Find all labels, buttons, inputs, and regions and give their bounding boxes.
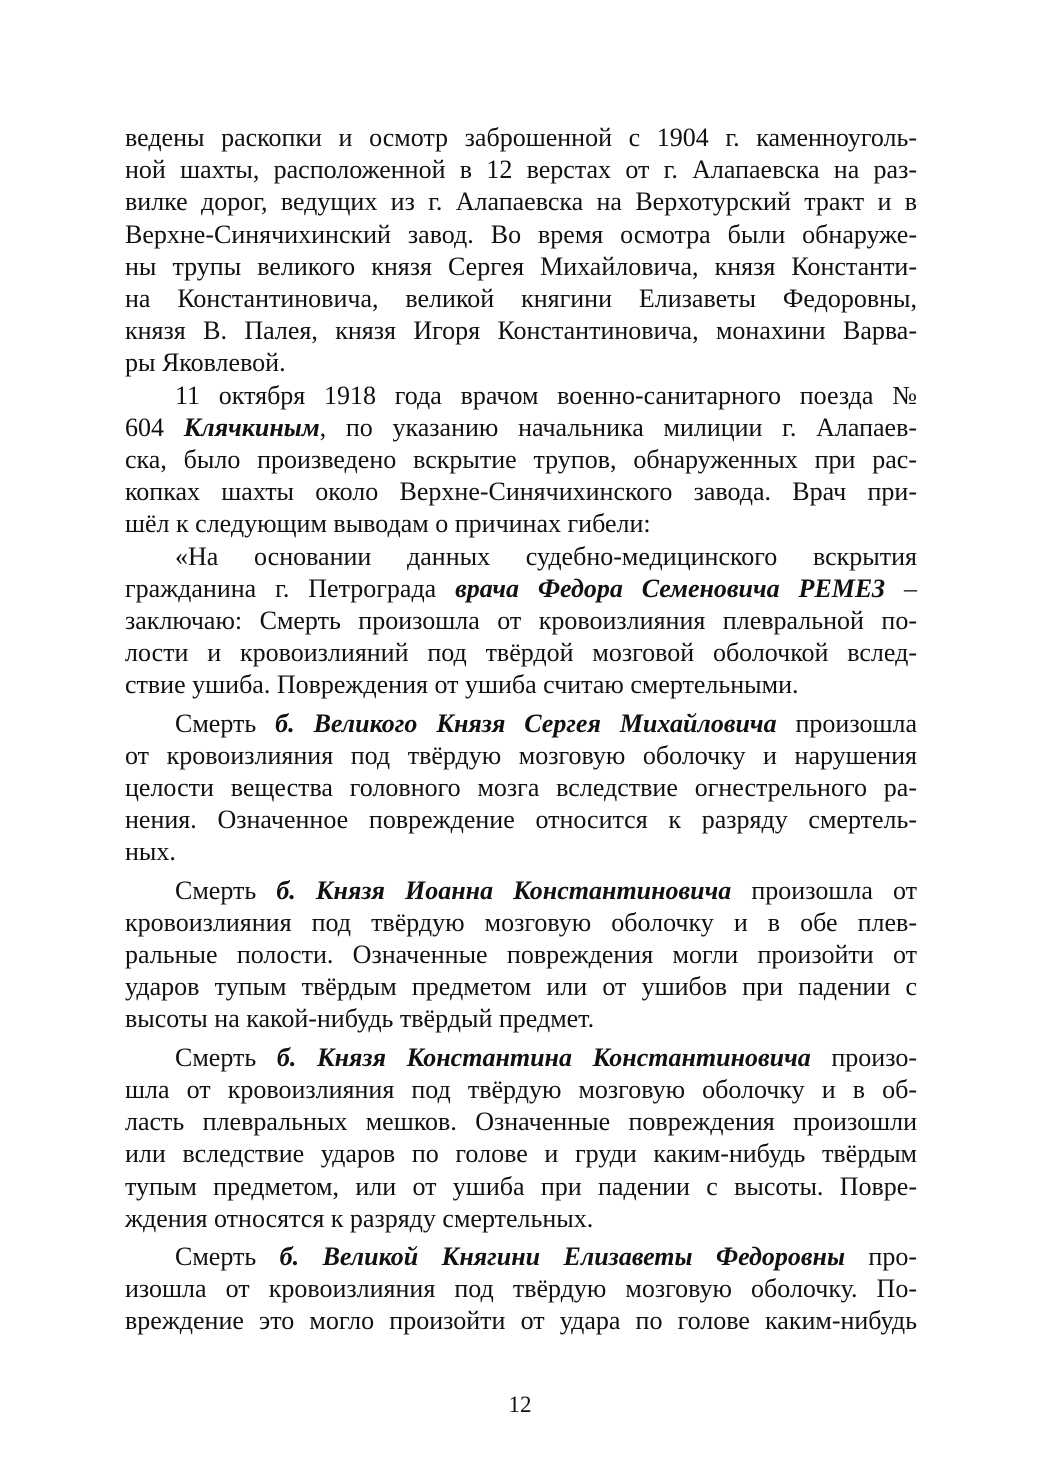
text-line: лости и кровоизлияний под твёрдой мозговой оболочкой вслед- [125,638,917,668]
text-line [125,708,917,740]
text-line: ральные полости. Означенные повреждения могли произойти от [125,940,917,970]
emphasized-name: б. Князя Иоанна Константиновича [276,875,732,905]
text-run: 604 [125,412,184,442]
text-line: копках шахты около Верхне-Синячихинского завода. Врач при- [125,477,917,507]
text-line: ласть плевральных мешков. Означенные повреждения произошли [125,1107,917,1137]
text-run: произо- [810,1042,917,1072]
text-line: ска, было произведено вскрытие трупов, обнаруженных при рас- [125,445,917,475]
text-line [125,412,917,444]
text-run: , по указанию начальника милиции г. Алапаев- [319,412,918,442]
text-line: высоты на какой-нибудь твёрдый предмет. [125,1004,595,1034]
text-line: вреждение это могло произойти от удара по голове каким-нибудь [125,1306,917,1336]
text-line: целости вещества головного мозга вследствие огнестрельного ра- [125,773,917,803]
emphasized-name: б. Князя Константина Константиновича [276,1042,811,1072]
text-line: шла от кровоизлияния под твёрдую мозговую оболочку и в об- [125,1074,917,1104]
text-line: вилке дорог, ведущих из г. Алапаевска на Верхотурский тракт и в [125,187,917,217]
text-run: – [885,573,918,603]
text-line: изошла от кровоизлияния под твёрдую мозговую оболочку. По- [125,1274,917,1304]
text-line: от кровоизлияния под твёрдую мозговую оболочку и нарушения [125,740,917,770]
text-line: 11 октября 1918 года врачом военно-санитарного поезда № [175,380,917,410]
text-line: заключаю: Смерть произошла от кровоизлияния плевральной по- [125,606,917,636]
text-line: нения. Означенное повреждение относится к разряду смертель- [125,805,917,835]
text-line: кровоизлияния под твёрдую мозговую оболочку и в обе плев- [125,907,917,937]
page-number: 12 [508,1392,532,1417]
text-run: Смерть [175,875,277,905]
text-line: ведены раскопки и осмотр заброшенной с 1904 г. каменноуголь- [125,123,917,152]
emphasized-name: б. Великого Князя Сергея Михайловича [275,708,777,738]
text-line: шёл к следующим выводам о причинах гибели: [125,509,651,539]
text-line: «На основании данных судебно-медицинского вскрытия [175,541,917,571]
text-run: гражданина г. Петрограда [125,573,456,603]
text-line: на Константиновича, великой княгини Елизаветы Федоровны, [125,284,917,314]
text-run: Смерть [175,708,276,738]
text-run: произошла [776,708,917,738]
text-run: произошла от [731,875,917,905]
emphasized-name: б. Великой Княгини Елизаветы Федоровны [279,1241,845,1271]
text-line: ных. [125,837,176,867]
text-line: князя В. Палея, князя Игоря Константиновича, монахини Варва- [125,316,917,346]
text-line: ры Яковлевой. [125,348,286,378]
text-line: ны трупы великого князя Сергея Михайловича, князя Константи- [125,251,917,281]
text-line: ударов тупым твёрдым предметом или от ушибов при падении с [125,972,917,1002]
emphasized-name: врача Федора Семеновича РЕМЕЗ [455,573,886,603]
text-line [125,875,917,907]
page-body [125,122,917,1338]
text-run: Смерть [175,1241,280,1271]
text-line: или вследствие ударов по голове и груди каким-нибудь твёрдым [125,1139,917,1169]
text-line: ной шахты, расположенной в 12 верстах от г. Алапаевска на раз- [125,155,917,185]
text-run: Смерть [175,1042,277,1072]
text-line [125,1241,917,1273]
text-line [125,573,917,605]
text-line [125,1042,917,1074]
text-line: Верхне-Синячихинский завод. Во время осмотра были обнаруже- [125,219,917,249]
text-run: про- [845,1241,918,1271]
text-line: ждения относятся к разряду смертельных. [125,1203,594,1233]
text-line: тупым предметом, или от ушиба при падении с высоты. Повре- [125,1171,917,1201]
text-line: ствие ушиба. Повреждения от ушиба считаю смертельными. [125,670,799,700]
emphasized-name: Клячкиным [183,412,320,442]
